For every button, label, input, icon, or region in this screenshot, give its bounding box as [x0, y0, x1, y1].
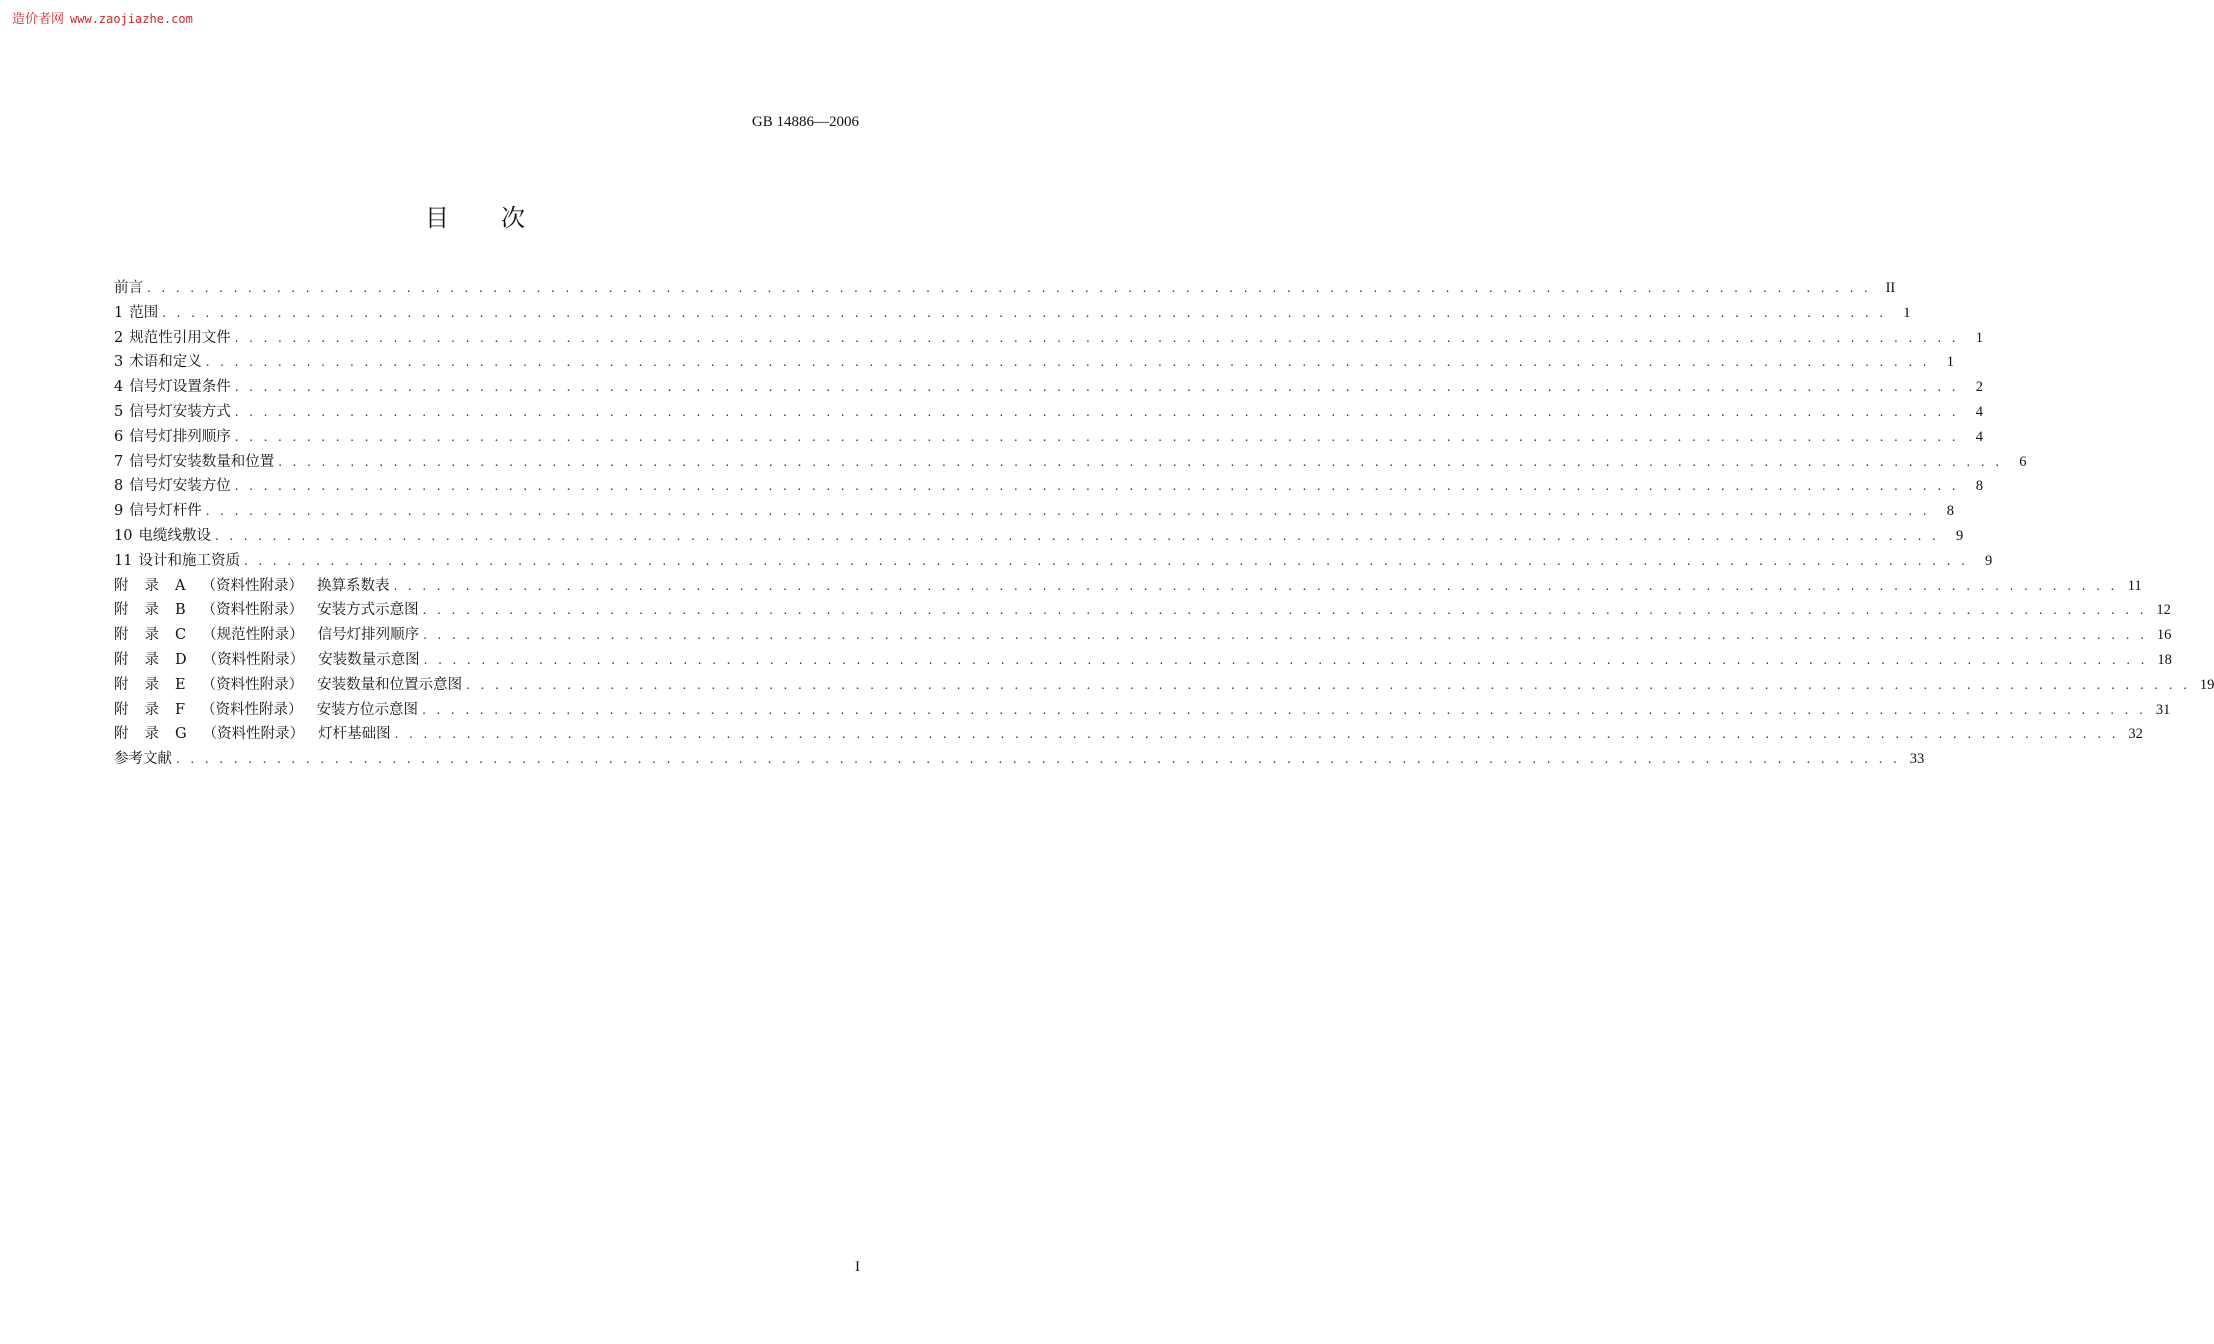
- toc-entry[interactable]: [114, 722, 2143, 747]
- toc-entry[interactable]: [114, 623, 2172, 648]
- toc-entry[interactable]: [114, 648, 2172, 673]
- toc-entry[interactable]: [114, 574, 2142, 599]
- appendix-prefix-2: 录: [144, 627, 159, 644]
- appendix-title: 信号灯排列顺序: [317, 627, 420, 644]
- toc-entry-number: 11: [114, 552, 133, 569]
- toc-entry-title: 设计和施工资质: [138, 552, 240, 569]
- toc-entry-page: 1: [1946, 354, 1954, 371]
- toc-entry-title: 范围: [129, 304, 159, 321]
- appendix-prefix-2: 录: [144, 602, 159, 619]
- toc-entry-title: 信号灯设置条件: [129, 379, 231, 396]
- toc-entry-title: 规范性引用文件: [129, 329, 231, 346]
- toc-leader-dots: . . . . . . . . . . . . . . . . . . . . . . . . . . . . . . . . . . . . . . . . . . . . . . . . . . . . . . . . . . . . . . . . . . . . . . . . . . . . . . . . . . . . . . . . . . . . . . . . . . . . . . . . . . . . . . . . . . . . . . . .: [147, 281, 1872, 295]
- toc-entry-label: [114, 450, 278, 471]
- toc-entry[interactable]: [114, 276, 1896, 301]
- watermark-site-name: 造价者网: [12, 12, 65, 27]
- toc-entry[interactable]: [114, 301, 1911, 326]
- toc-entry-label: [114, 301, 162, 322]
- toc-entry[interactable]: [114, 499, 1954, 524]
- toc-leader-dots: . . . . . . . . . . . . . . . . . . . . . . . . . . . . . . . . . . . . . . . . . . . . . . . . . . . . . . . . . . . . . . . . . . . . . . . . . . . . . . . . . . . . . . . . . . . . . . . . . . . . . . . . . . . . . . . . . . . . . . . .: [278, 454, 2003, 469]
- toc-entry-title: 信号灯安装方式: [129, 403, 231, 420]
- appendix-prefix-1: 附: [114, 627, 129, 644]
- appendix-prefix-2: 录: [144, 726, 159, 743]
- page-number: I: [855, 1259, 860, 1275]
- toc-entry-page: 1: [1975, 329, 1983, 346]
- appendix-title: 安装数量示意图: [318, 651, 420, 668]
- toc-entry-label: [114, 326, 235, 347]
- page-title: [0, 198, 950, 233]
- toc-entry-page: 1: [1903, 304, 1911, 321]
- toc-entry-page: 8: [1946, 503, 1954, 520]
- toc-entry-page: 12: [2156, 602, 2171, 619]
- toc-entry-label: [114, 499, 206, 520]
- toc-entry-label: [114, 598, 423, 619]
- title-char-2: 次: [501, 204, 525, 232]
- appendix-letter: G: [175, 726, 187, 743]
- toc-entry[interactable]: [114, 425, 1983, 450]
- appendix-prefix-2: 录: [144, 577, 159, 594]
- toc-entry-page: 4: [1975, 403, 1983, 420]
- toc-entry[interactable]: [114, 549, 1993, 574]
- toc-entry-title: 信号灯排列顺序: [129, 428, 231, 445]
- toc-entry-page: 4: [1975, 428, 1983, 445]
- toc-entry-title: 电缆线敷设: [138, 527, 211, 544]
- toc-leader-dots: . . . . . . . . . . . . . . . . . . . . . . . . . . . . . . . . . . . . . . . . . . . . . . . . . . . . . . . . . . . . . . . . . . . . . . . . . . . . . . . . . . . . . . . . . . . . . . . . . . . . . . . . . . . . . . . . . . . . . . . .: [394, 727, 2119, 742]
- toc-leader-dots: . . . . . . . . . . . . . . . . . . . . . . . . . . . . . . . . . . . . . . . . . . . . . . . . . . . . . . . . . . . . . . . . . . . . . . . . . . . . . . . . . . . . . . . . . . . . . . . . . . . . . . . . . . . . . . . . . . . . . . . .: [214, 528, 1940, 543]
- toc-leader-dots: . . . . . . . . . . . . . . . . . . . . . . . . . . . . . . . . . . . . . . . . . . . . . . . . . . . . . . . . . . . . . . . . . . . . . . . . . . . . . . . . . . . . . . . . . . . . . . . . . . . . . . . . . . . . . . . . . . . . . . . .: [393, 578, 2118, 593]
- toc-entry[interactable]: [114, 450, 2027, 475]
- title-char-1: 目: [425, 204, 449, 232]
- toc-entry-page: 2: [1975, 379, 1983, 396]
- toc-entry-page: 31: [2155, 701, 2171, 718]
- appendix-prefix-1: 附: [114, 577, 129, 594]
- appendix-letter: F: [175, 701, 186, 718]
- appendix-kind: （资料性附录）: [201, 577, 303, 594]
- toc-entry-page: 19: [2199, 676, 2214, 693]
- toc-entry-number: 7: [114, 453, 124, 470]
- toc-entry-label: [114, 375, 235, 396]
- appendix-kind: （资料性附录）: [201, 602, 304, 619]
- toc-entry[interactable]: [114, 474, 1983, 499]
- appendix-kind: （资料性附录）: [202, 651, 305, 668]
- toc-entry-number: 5: [114, 403, 124, 420]
- watermark-url[interactable]: www.zaojiazhe.com: [70, 12, 193, 26]
- appendix-title: 安装数量和位置示意图: [317, 676, 463, 693]
- appendix-title: 灯杆基础图: [318, 726, 391, 743]
- toc-entry-page: 33: [1909, 751, 1925, 768]
- toc-leader-dots: . . . . . . . . . . . . . . . . . . . . . . . . . . . . . . . . . . . . . . . . . . . . . . . . . . . . . . . . . . . . . . . . . . . . . . . . . . . . . . . . . . . . . . . . . . . . . . . . . . . . . . . . . . . . . . . . . . . . . . . .: [162, 305, 1887, 320]
- toc-leader-dots: . . . . . . . . . . . . . . . . . . . . . . . . . . . . . . . . . . . . . . . . . . . . . . . . . . . . . . . . . . . . . . . . . . . . . . . . . . . . . . . . . . . . . . . . . . . . . . . . . . . . . . . . . . . . . . . . . . . . . . . .: [466, 677, 2191, 692]
- toc-entry-label: [114, 648, 424, 669]
- toc-entry[interactable]: [114, 400, 1983, 425]
- toc-entry-label: [114, 698, 422, 719]
- toc-entry-label: [114, 524, 215, 545]
- toc-entry-page: 18: [2157, 651, 2172, 668]
- toc-entry-page: 32: [2128, 726, 2143, 743]
- toc-entry-title: 前言: [114, 280, 143, 296]
- appendix-prefix-2: 录: [144, 651, 159, 668]
- toc-entry-number: 8: [114, 478, 124, 495]
- toc-entry-number: 1: [114, 304, 124, 321]
- toc-entry-number: 10: [114, 527, 133, 544]
- toc-entry-title: 参考文献: [114, 751, 172, 768]
- toc-entry-title: 信号灯杆件: [129, 503, 202, 520]
- appendix-prefix-1: 附: [114, 651, 129, 668]
- toc-entry[interactable]: [114, 747, 1925, 772]
- toc-entry-label: [114, 276, 147, 297]
- standard-code: GB 14886—2006: [751, 114, 859, 130]
- watermark: [12, 8, 193, 27]
- toc-entry[interactable]: [114, 350, 1954, 375]
- toc-entry-number: 3: [114, 354, 124, 371]
- toc-leader-dots: . . . . . . . . . . . . . . . . . . . . . . . . . . . . . . . . . . . . . . . . . . . . . . . . . . . . . . . . . . . . . . . . . . . . . . . . . . . . . . . . . . . . . . . . . . . . . . . . . . . . . . . . . . . . . . . . . . . . . . . .: [234, 429, 1959, 444]
- appendix-letter: D: [175, 651, 187, 668]
- appendix-kind: （规范性附录）: [202, 627, 304, 644]
- toc-entry-number: 9: [114, 503, 124, 520]
- appendix-title: 换算系数表: [316, 577, 390, 594]
- toc-entry-label: [114, 350, 206, 371]
- toc-entry-label: [114, 474, 235, 495]
- toc-leader-dots: . . . . . . . . . . . . . . . . . . . . . . . . . . . . . . . . . . . . . . . . . . . . . . . . . . . . . . . . . . . . . . . . . . . . . . . . . . . . . . . . . . . . . . . . . . . . . . . . . . . . . . . . . . . . . . . . . . . . . . . .: [234, 479, 1959, 494]
- appendix-prefix-2: 录: [144, 701, 159, 718]
- appendix-letter: E: [175, 676, 186, 693]
- appendix-title: 安装方式示意图: [317, 602, 419, 619]
- toc-leader-dots: . . . . . . . . . . . . . . . . . . . . . . . . . . . . . . . . . . . . . . . . . . . . . . . . . . . . . . . . . . . . . . . . . . . . . . . . . . . . . . . . . . . . . . . . . . . . . . . . . . . . . . . . . . . . . . . . . . . . . . . .: [176, 752, 1901, 767]
- toc-entry-page: 16: [2156, 627, 2172, 644]
- toc-entry[interactable]: [114, 375, 1983, 400]
- toc-entry-number: 6: [114, 428, 124, 445]
- toc-leader-dots: . . . . . . . . . . . . . . . . . . . . . . . . . . . . . . . . . . . . . . . . . . . . . . . . . . . . . . . . . . . . . . . . . . . . . . . . . . . . . . . . . . . . . . . . . . . . . . . . . . . . . . . . . . . . . . . . . . . . . . . .: [205, 504, 1930, 519]
- toc-entry[interactable]: [114, 698, 2171, 723]
- toc-entry-title: 信号灯安装方位: [129, 478, 231, 495]
- toc-entry-label: [114, 400, 235, 421]
- toc-entry[interactable]: [114, 673, 2214, 698]
- toc-entry-title: 信号灯安装数量和位置: [129, 453, 275, 470]
- toc-entry-page: 6: [2019, 453, 2027, 470]
- appendix-title: 安装方位示意图: [316, 701, 419, 718]
- toc-entry-number: 2: [114, 329, 124, 346]
- appendix-prefix-1: 附: [114, 726, 129, 743]
- toc-entry-label: [114, 722, 395, 743]
- appendix-prefix-1: 附: [114, 676, 129, 693]
- appendix-letter: B: [175, 602, 186, 619]
- toc-leader-dots: . . . . . . . . . . . . . . . . . . . . . . . . . . . . . . . . . . . . . . . . . . . . . . . . . . . . . . . . . . . . . . . . . . . . . . . . . . . . . . . . . . . . . . . . . . . . . . . . . . . . . . . . . . . . . . . . . . . . . . . .: [423, 652, 2148, 667]
- toc-leader-dots: . . . . . . . . . . . . . . . . . . . . . . . . . . . . . . . . . . . . . . . . . . . . . . . . . . . . . . . . . . . . . . . . . . . . . . . . . . . . . . . . . . . . . . . . . . . . . . . . . . . . . . . . . . . . . . . . . . . . . . . .: [234, 380, 1959, 395]
- toc-entry-title: 术语和定义: [129, 354, 202, 371]
- toc-entry[interactable]: [114, 598, 2171, 623]
- toc-leader-dots: . . . . . . . . . . . . . . . . . . . . . . . . . . . . . . . . . . . . . . . . . . . . . . . . . . . . . . . . . . . . . . . . . . . . . . . . . . . . . . . . . . . . . . . . . . . . . . . . . . . . . . . . . . . . . . . . . . . . . . . .: [205, 355, 1930, 370]
- toc-leader-dots: . . . . . . . . . . . . . . . . . . . . . . . . . . . . . . . . . . . . . . . . . . . . . . . . . . . . . . . . . . . . . . . . . . . . . . . . . . . . . . . . . . . . . . . . . . . . . . . . . . . . . . . . . . . . . . . . . . . . . . . .: [422, 702, 2147, 717]
- toc-entry-page: 8: [1975, 478, 1983, 495]
- toc-entry[interactable]: [114, 326, 1983, 351]
- toc-entry-label: [114, 623, 423, 644]
- appendix-kind: （资料性附录）: [201, 701, 303, 718]
- appendix-prefix-1: 附: [114, 701, 129, 718]
- toc-leader-dots: . . . . . . . . . . . . . . . . . . . . . . . . . . . . . . . . . . . . . . . . . . . . . . . . . . . . . . . . . . . . . . . . . . . . . . . . . . . . . . . . . . . . . . . . . . . . . . . . . . . . . . . . . . . . . . . . . . . . . . . .: [234, 330, 1959, 345]
- toc-entry-label: [114, 673, 466, 694]
- toc-entry-page: 9: [1955, 527, 1964, 544]
- toc-entry[interactable]: [114, 524, 1964, 549]
- toc-leader-dots: . . . . . . . . . . . . . . . . . . . . . . . . . . . . . . . . . . . . . . . . . . . . . . . . . . . . . . . . . . . . . . . . . . . . . . . . . . . . . . . . . . . . . . . . . . . . . . . . . . . . . . . . . . . . . . . . . . . . . . . .: [422, 603, 2147, 618]
- appendix-prefix-2: 录: [144, 676, 159, 693]
- toc-leader-dots: . . . . . . . . . . . . . . . . . . . . . . . . . . . . . . . . . . . . . . . . . . . . . . . . . . . . . . . . . . . . . . . . . . . . . . . . . . . . . . . . . . . . . . . . . . . . . . . . . . . . . . . . . . . . . . . . . . . . . . . .: [234, 404, 1959, 419]
- toc-leader-dots: . . . . . . . . . . . . . . . . . . . . . . . . . . . . . . . . . . . . . . . . . . . . . . . . . . . . . . . . . . . . . . . . . . . . . . . . . . . . . . . . . . . . . . . . . . . . . . . . . . . . . . . . . . . . . . . . . . . . . . . .: [423, 628, 2148, 643]
- toc-entry-label: [114, 425, 235, 446]
- table-of-contents: [114, 276, 2214, 772]
- toc-leader-dots: . . . . . . . . . . . . . . . . . . . . . . . . . . . . . . . . . . . . . . . . . . . . . . . . . . . . . . . . . . . . . . . . . . . . . . . . . . . . . . . . . . . . . . . . . . . . . . . . . . . . . . . . . . . . . . . . . . . . . . . .: [243, 553, 1969, 568]
- appendix-prefix-1: 附: [114, 602, 129, 619]
- appendix-kind: （资料性附录）: [202, 726, 305, 743]
- toc-entry-label: [114, 574, 393, 595]
- toc-entry-label: [114, 747, 176, 768]
- toc-entry-page: II: [1885, 280, 1896, 296]
- toc-entry-page: 9: [1984, 552, 1993, 569]
- toc-entry-label: [114, 549, 244, 570]
- appendix-letter: A: [175, 577, 186, 594]
- appendix-kind: （资料性附录）: [201, 676, 304, 693]
- toc-entry-page: 11: [2127, 577, 2142, 594]
- toc-entry-number: 4: [114, 379, 124, 396]
- appendix-letter: C: [175, 627, 187, 644]
